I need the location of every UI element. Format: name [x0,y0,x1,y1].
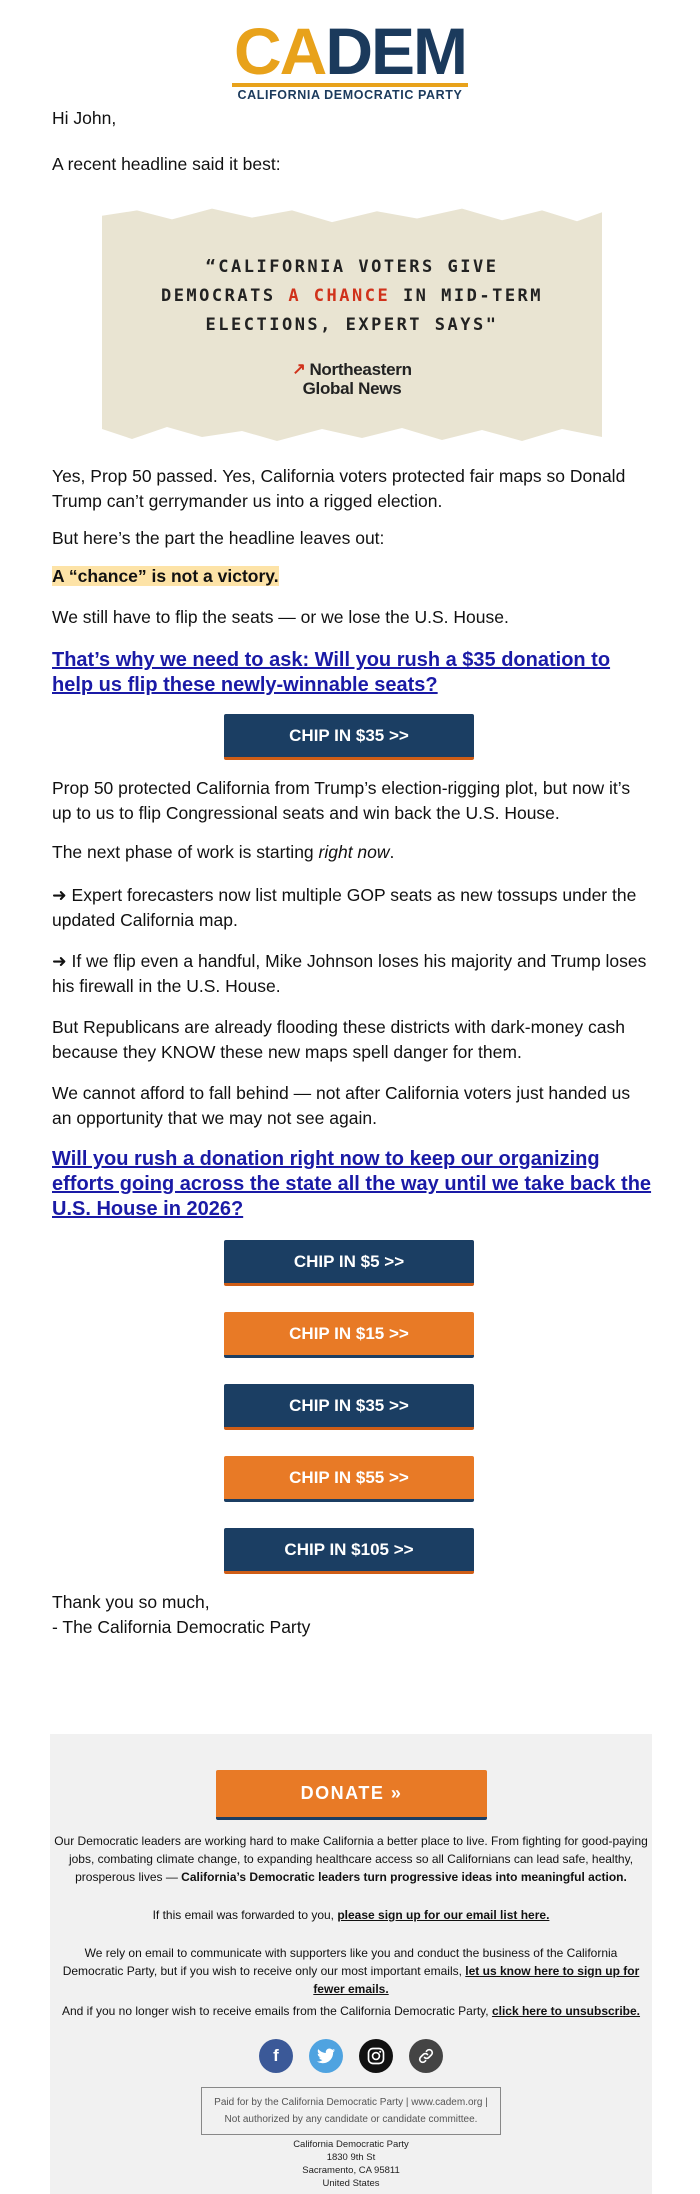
paragraph-headline-leaves: But here’s the part the headline leaves out: [52,528,385,548]
chip-in-15-button[interactable]: CHIP IN $15 >> [224,1312,474,1358]
paragraph-fall-behind: We cannot afford to fall behind — not after California voters just handed us an opportunity that we may not see again. [52,1083,631,1128]
chip-in-5-button[interactable]: CHIP IN $5 >> [224,1240,474,1286]
signature: - The California Democratic Party [52,1617,311,1637]
paragraph-forecasters: ➜ Expert forecasters now list multiple GOP seats as new tossups under the updated California map. [52,885,637,930]
quote-line-2: DEMOCRATS A CHANCE IN MID-TERM [160,286,544,306]
paragraph-prop50: Yes, Prop 50 passed. Yes, California voters protected fair maps so Donald Trump can’t gerrymander us into a rigged election. [52,466,626,511]
fewer-emails-link[interactable]: let us know here to sign up for fewer emails. [313,1964,640,1996]
paragraph-protected: Prop 50 protected California from Trump’s election-rigging plot, but now it’s up to us to flip Congressional seats and win back the U.S. House. [52,778,631,823]
intro-text: A recent headline said it best: [52,154,281,174]
donate-button[interactable]: DONATE » [216,1770,487,1820]
logo-dem: DEM [325,14,466,88]
quote-line-3: ELECTIONS, EXPERT SAYS" [205,315,499,335]
logo-wordmark [234,14,466,88]
highlighted-text: A “chance” is not a victory. [52,566,279,586]
logo-ca: CA [234,14,326,88]
mailing-address: California Democratic Party 1830 9th St Sacramento, CA 95811 United States [293,2139,409,2189]
arrow-icon: ↗ [292,361,306,378]
link-icon[interactable] [409,2039,443,2073]
quote-line-1: “CALIFORNIA VOTERS GIVE [205,257,499,277]
paragraph-flip-handful: ➜ If we flip even a handful, Mike Johnson loses his majority and Trump loses his firewall in the U.S. House. [52,951,647,996]
paid-for-disclaimer: Paid for by the California Democratic Party | www.cadem.org | Not authorized by any candidate or candidate committee. [201,2087,501,2135]
thank-you: Thank you so much, [52,1592,210,1612]
unsubscribe-link[interactable]: click here to unsubscribe. [491,2004,641,2018]
instagram-icon[interactable] [359,2039,393,2073]
quote-highlight: A CHANCE [288,286,391,306]
twitter-icon[interactable] [309,2039,343,2073]
paragraph-dark-money: But Republicans are already flooding these districts with dark-money cash because they KNOW these new maps spell danger for them. [52,1017,625,1062]
footer-unsubscribe: And if you no longer wish to receive emails from the California Democratic Party, click here to unsubscribe. [61,2004,641,2018]
paragraph-flip-seats: We still have to flip the seats — or we lose the U.S. House. [52,607,509,627]
email-footer [50,1734,652,2194]
donation-ask-link-35[interactable]: That’s why we need to ask: Will you rush a $35 donation to help us flip these newly-winnable seats? [52,649,611,696]
signup-link[interactable]: please sign up for our email list here. [337,1908,550,1922]
chip-in-105-button[interactable]: CHIP IN $105 >> [224,1528,474,1574]
paragraph-next-phase: The next phase of work is starting right now. [52,842,395,862]
logo-subtitle: CALIFORNIA DEMOCRATIC PARTY [237,88,463,102]
footer-rely: We rely on email to communicate with supporters like you and conduct the business of the California Democratic Party, but if you wish to receive only our most important emails, let us know here to sign up for fewer emails. [62,1946,640,1996]
social-links [50,2039,652,2073]
greeting: Hi John, [52,108,117,128]
paragraph-not-victory [52,564,652,589]
donation-ask-link-2026[interactable]: Will you rush a donation right now to keep our organizing efforts going across the state all the way until we take back the U.S. House in 2026? [52,1148,652,1220]
headline-image [102,205,602,443]
footer-forward: If this email was forwarded to you, please sign up for our email list here. [152,1908,550,1922]
news-outlet-logo: ↗ Northeastern Global News [292,360,412,398]
chip-in-55-button[interactable]: CHIP IN $55 >> [224,1456,474,1502]
cadem-logo[interactable] [0,14,700,102]
facebook-icon[interactable]: f [259,2039,293,2073]
headline-quote [102,253,602,340]
chip-in-35-button[interactable]: CHIP IN $35 >> [224,1384,474,1430]
chip-in-35-button-top[interactable]: CHIP IN $35 >> [224,714,474,760]
footer-mission: Our Democratic leaders are working hard to make California a better place to live. From fighting for good-paying jobs, combating climate change, to expanding healthcare access so all Californians can lead safe, healthy, prosperous lives — California’s Democratic leaders turn progressive ideas into meaningful action. [54,1834,648,1884]
